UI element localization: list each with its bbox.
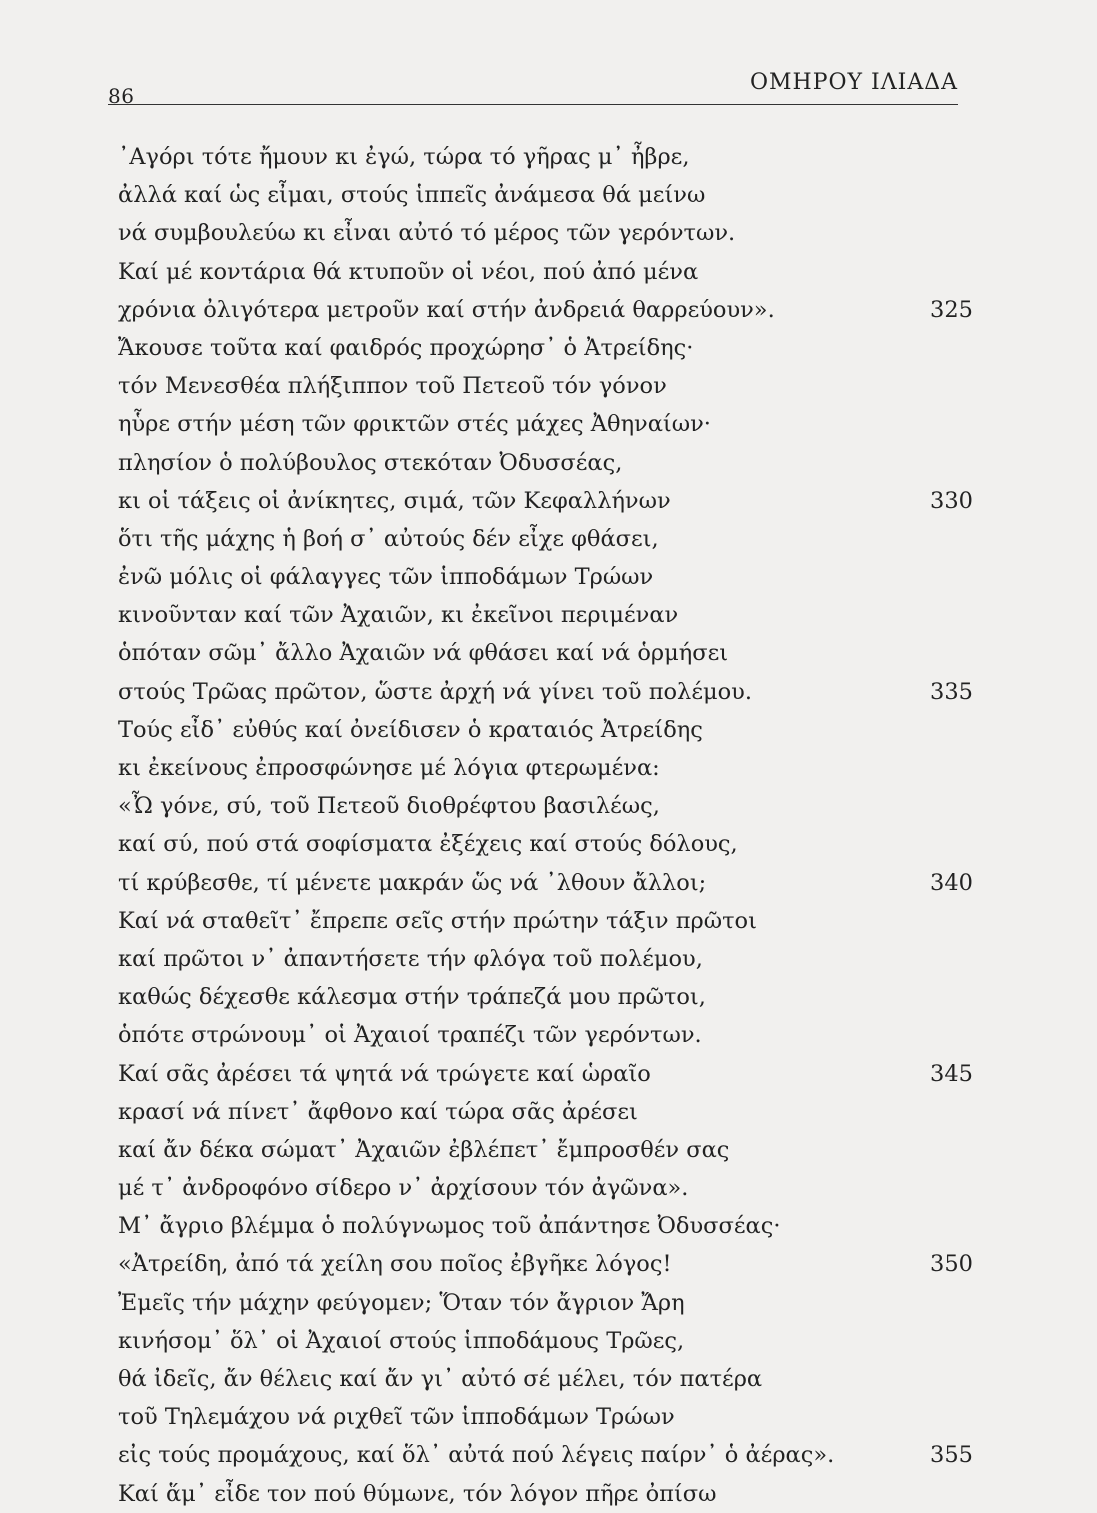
- verse-text: ὁπόταν σῶμ᾿ ἄλλο Ἀχαιῶν νά φθάσει καί νά ὁρμήσει: [118, 640, 729, 667]
- verse-text: καί ἄν δέκα σώματ᾿ Ἀχαιῶν ἐβλέπετ᾿ ἔμπροσθέν σας: [118, 1136, 730, 1163]
- verse-text: ἀλλά καί ὡς εἶμαι, στούς ἱππεῖς ἀνάμεσα θά μείνω: [118, 182, 706, 209]
- verse-line: [118, 1093, 998, 1131]
- line-number: 335: [930, 678, 973, 705]
- verse-text: τοῦ Τηλεμάχου νά ριχθεῖ τῶν ἱπποδάμων Τρώων: [118, 1404, 675, 1431]
- verse-text: κινοῦνταν καί τῶν Ἀχαιῶν, κι ἐκεῖνοι περιμέναν: [118, 602, 679, 629]
- verse-text: ηὗρε στήν μέση τῶν φρικτῶν στές μάχες Ἀθηναίων·: [118, 411, 711, 438]
- running-title: ΟΜΗΡΟΥ ΙΛΙΑΔΑ: [749, 70, 958, 95]
- line-number: 345: [930, 1060, 973, 1087]
- verse-line: [118, 482, 998, 520]
- verse-line: [118, 1169, 998, 1207]
- verse-text: Καί νά σταθεῖτ᾿ ἔπρεπε σεῖς στήν πρώτην τάξιν πρῶτοι: [118, 907, 757, 934]
- verse-line: [118, 405, 998, 443]
- verse-text: Καί ἅμ᾿ εἶδε τον πού θύμωνε, τόν λόγον πῆρε ὀπίσω: [118, 1480, 717, 1507]
- verse-text: ἐνῶ μόλις οἱ φάλαγγες τῶν ἱπποδάμων Τρώων: [118, 564, 654, 591]
- verse-line: [118, 520, 998, 558]
- verse-text: ὁπότε στρώνουμ᾿ οἱ Ἀχαιοί τραπέζι τῶν γερόντων.: [118, 1022, 702, 1049]
- verse-text: στούς Τρῶας πρῶτον, ὥστε ἀρχή νά γίνει τοῦ πολέμου.: [118, 678, 752, 705]
- verse-text: Ἄκουσε τοῦτα καί φαιδρός προχώρησ᾿ ὁ Ἀτρείδης·: [118, 334, 694, 361]
- verse-line: [118, 1131, 998, 1169]
- verse-text: κι οἱ τάξεις οἱ ἀνίκητες, σιμά, τῶν Κεφαλλήνων: [118, 487, 671, 514]
- verse-line: [118, 1360, 998, 1398]
- line-number: 330: [930, 487, 973, 514]
- verse-block: [118, 138, 998, 1513]
- verse-text: Καί σᾶς ἀρέσει τά ψητά νά τρώγετε καί ὡραῖο: [118, 1060, 651, 1087]
- verse-line: [118, 787, 998, 825]
- verse-text: Τούς εἶδ᾿ εὐθύς καί ὀνείδισεν ὁ κραταιός Ἀτρείδης: [118, 716, 703, 743]
- verse-text: «Ὦ γόνε, σύ, τοῦ Πετεοῦ διοθρέφτου βασιλέως,: [118, 793, 660, 820]
- verse-line: [118, 1322, 998, 1360]
- verse-line: [118, 711, 998, 749]
- verse-line: [118, 1398, 998, 1436]
- verse-line: [118, 825, 998, 863]
- verse-text: νά συμβουλεύω κι εἶναι αὐτό τό μέρος τῶν γερόντων.: [118, 220, 736, 247]
- verse-line: [118, 176, 998, 214]
- line-number: 340: [930, 869, 973, 896]
- verse-text: χρόνια ὀλιγότερα μετροῦν καί στήν ἀνδρειά θαρρεύουν».: [118, 296, 775, 323]
- verse-line: [118, 1055, 998, 1093]
- verse-line: [118, 673, 998, 711]
- verse-line: [118, 1245, 998, 1283]
- verse-text: τόν Μενεσθέα πλήξιππον τοῦ Πετεοῦ τόν γόνον: [118, 373, 667, 400]
- line-number: 350: [930, 1251, 973, 1278]
- verse-text: καί πρῶτοι ν᾿ ἀπαντήσετε τήν φλόγα τοῦ πολέμου,: [118, 945, 703, 972]
- verse-line: [118, 940, 998, 978]
- verse-line: [118, 558, 998, 596]
- verse-text: Ἐμεῖς τήν μάχην φεύγομεν; Ὅταν τόν ἄγριον Ἄρη: [118, 1289, 685, 1316]
- verse-text: κρασί νά πίνετ᾿ ἄφθονο καί τώρα σᾶς ἀρέσει: [118, 1098, 638, 1125]
- verse-line: [118, 864, 998, 902]
- verse-text: καθώς δέχεσθε κάλεσμα στήν τράπεζά μου πρῶτοι,: [118, 984, 706, 1011]
- page-number: 86: [108, 84, 135, 108]
- verse-text: ὅτι τῆς μάχης ἡ βοή σ᾿ αὐτούς δέν εἶχε φθάσει,: [118, 525, 659, 552]
- verse-line: [118, 1475, 998, 1513]
- verse-text: κινήσομ᾿ ὅλ᾿ οἱ Ἀχαιοί στούς ἱπποδάμους Τρῶες,: [118, 1327, 685, 1354]
- verse-text: «Ἀτρείδη, ἀπό τά χείλη σου ποῖος ἐβγῆκε λόγος!: [118, 1251, 672, 1278]
- line-number: 325: [930, 296, 973, 323]
- verse-text: ᾿Αγόρι τότε ἤμουν κι ἐγώ, τώρα τό γῆρας μ᾿ ἦβρε,: [118, 144, 690, 170]
- verse-text: πλησίον ὁ πολύβουλος στεκόταν Ὀδυσσέας,: [118, 449, 623, 476]
- verse-line: [118, 1016, 998, 1054]
- verse-line: [118, 978, 998, 1016]
- verse-text: κι ἐκείνους ἐπροσφώνησε μέ λόγια φτερωμένα:: [118, 755, 660, 781]
- verse-line: [118, 253, 998, 291]
- verse-text: θά ἰδεῖς, ἄν θέλεις καί ἄν γι᾿ αὐτό σέ μέλει, τόν πατέρα: [118, 1366, 763, 1392]
- verse-text: Καί μέ κοντάρια θά κτυποῦν οἱ νέοι, πού ἀπό μένα: [118, 258, 699, 285]
- verse-line: [118, 1436, 998, 1474]
- verse-line: [118, 749, 998, 787]
- line-number: 355: [930, 1442, 973, 1469]
- verse-line: [118, 634, 998, 672]
- page-header: [108, 64, 958, 108]
- verse-line: [118, 1207, 998, 1245]
- verse-line: [118, 329, 998, 367]
- verse-line: [118, 1284, 998, 1322]
- verse-line: [118, 444, 998, 482]
- verse-line: [118, 902, 998, 940]
- verse-line: [118, 367, 998, 405]
- verse-text: καί σύ, πού στά σοφίσματα ἐξέχεις καί στούς δόλους,: [118, 831, 738, 858]
- verse-line: [118, 291, 998, 329]
- verse-text: εἰς τούς προμάχους, καί ὅλ᾿ αὐτά πού λέγεις παίρν᾿ ὁ ἀέρας».: [118, 1442, 835, 1469]
- verse-line: [118, 596, 998, 634]
- verse-text: μέ τ᾿ ἀνδροφόνο σίδερο ν᾿ ἀρχίσουν τόν ἀγῶνα».: [118, 1175, 689, 1202]
- verse-line: [118, 214, 998, 252]
- verse-line: [118, 138, 998, 176]
- verse-text: Μ᾿ ἄγριο βλέμμα ὁ πολύγνωμος τοῦ ἀπάντησε Ὀδυσσέας·: [118, 1213, 781, 1240]
- verse-text: τί κρύβεσθε, τί μένετε μακράν ὥς νά ᾿λθουν ἄλλοι;: [118, 869, 707, 896]
